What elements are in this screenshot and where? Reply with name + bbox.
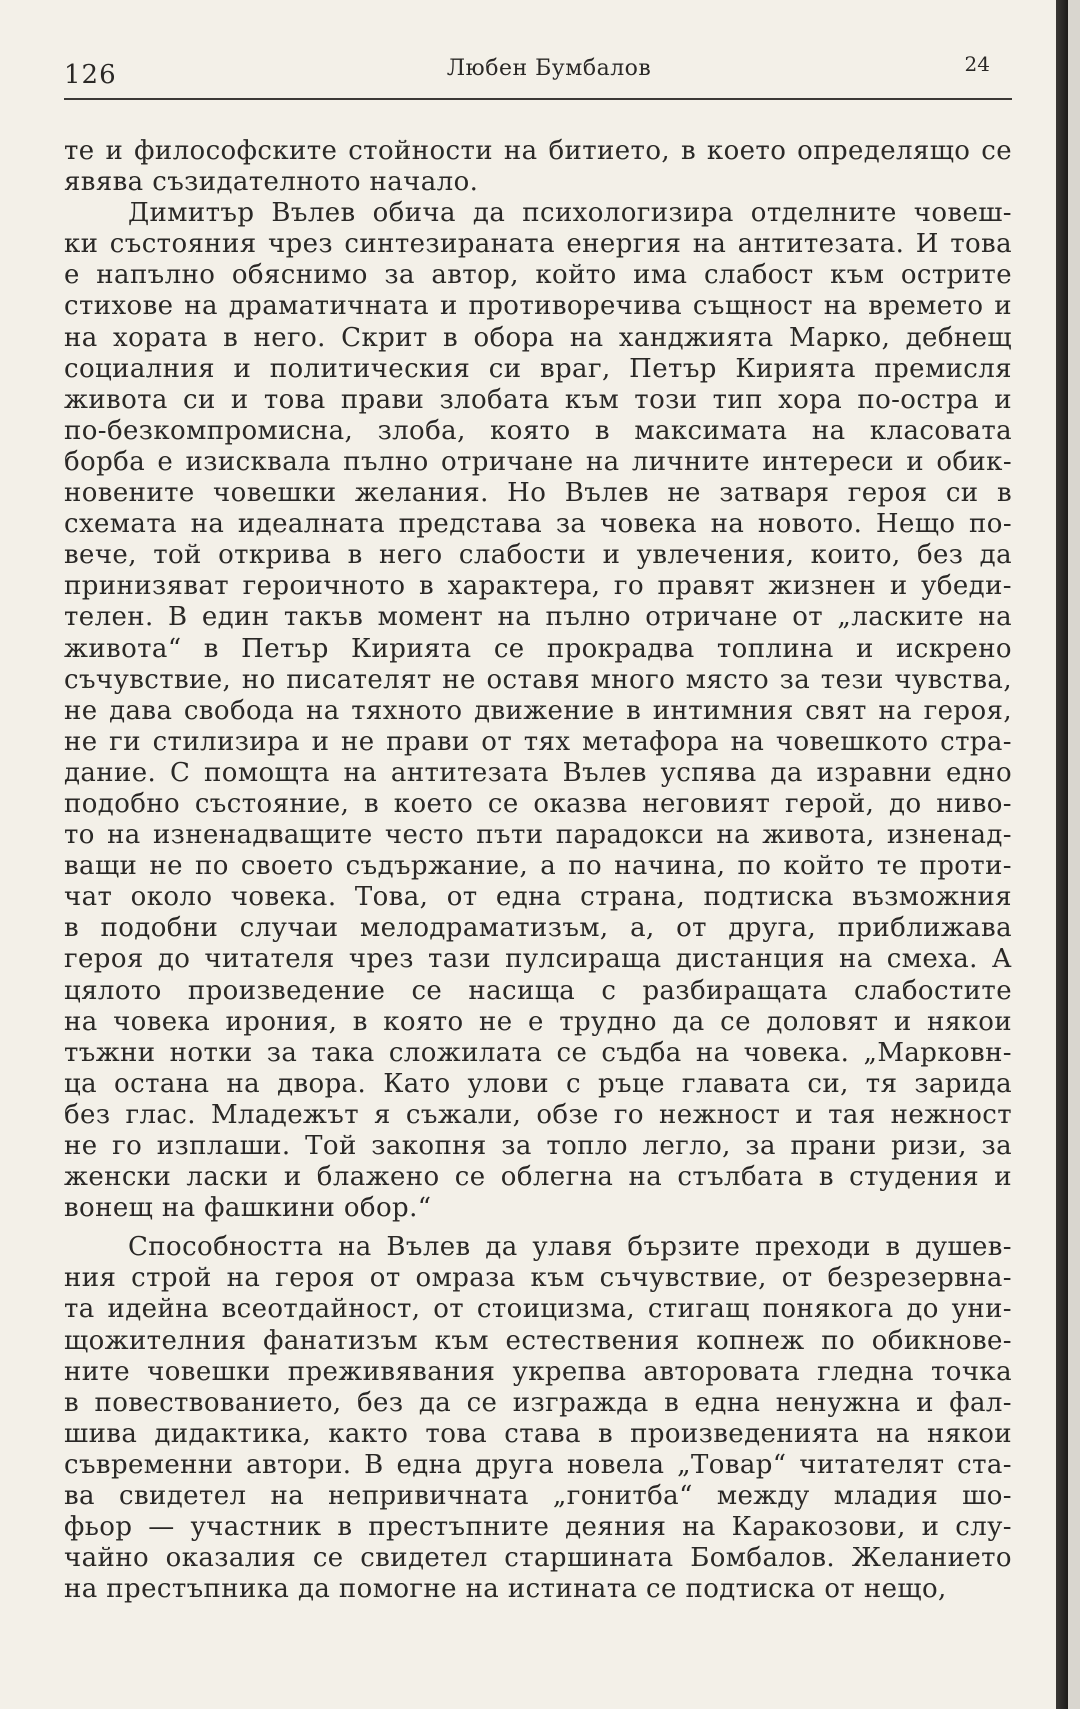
text-line: по-безкомпромисна, злоба, която в максимата на класовата	[64, 415, 1012, 446]
text-line: чайно оказалия се свидетел старшината Бомбалов. Желанието	[64, 1543, 1012, 1574]
text-line: принизяват героичното в характера, го правят жизнен и убеди-	[64, 571, 1012, 602]
marginal-number: 24	[964, 52, 990, 76]
text-line: на хората в него. Скрит в обора на ханджията Марко, дебнещ	[64, 322, 1012, 353]
text-line: ния строй на героя от омраза към съчувствие, от безрезервна-	[64, 1263, 1012, 1294]
paragraph	[64, 198, 1012, 1224]
text-line: женски ласки и блажено се облегна на стълбата в студения и	[64, 1162, 1012, 1193]
text-line: в подобни случаи мелодраматизъм, а, от друга, приближава	[64, 913, 1012, 944]
paragraph	[64, 136, 1012, 198]
text-line: новените човешки желания. Но Вълев не затваря героя си в	[64, 478, 1012, 509]
text-line: Димитър Вълев обича да психологизира отделните човеш-	[128, 198, 1012, 229]
header-rule	[64, 98, 1012, 100]
text-line: ва свидетел на непривичната „гонитба“ между младия шо-	[64, 1481, 1012, 1512]
text-line: ните човешки преживявания укрепва авторовата гледна точка	[64, 1356, 1012, 1387]
text-line: социалния и политическия си враг, Петър Кирията премисля	[64, 353, 1012, 384]
paragraph	[64, 1232, 1012, 1605]
text-line: фьор — участник в престъпните деяния на Каракозови, и слу-	[64, 1512, 1012, 1543]
text-line: телен. В един такъв момент на пълно отричане от „ласките на	[64, 602, 1012, 633]
text-line: тъжни нотки за така сложилата се съдба на човека. „Марковн-	[64, 1037, 1012, 1068]
text-line: явява съзидателното начало.	[64, 167, 479, 198]
text-line: дание. С помощта на антитезата Вълев успява да изравни едно	[64, 757, 1012, 788]
text-line: вонещ на фашкини обор.“	[64, 1193, 432, 1224]
text-line: то на изненадващите често пъти парадокси на живота, изненад-	[64, 820, 1012, 851]
text-line: та идейна всеотдайност, от стоицизма, стигащ понякога до уни-	[64, 1294, 1012, 1325]
text-line: цялото произведение се насища с разбиращата слабостите	[64, 975, 1012, 1006]
text-line: в повествованието, без да се изгражда в една ненужна и фал-	[64, 1387, 1012, 1418]
text-line: на човека ирония, в която не е трудно да се доловят и някои	[64, 1006, 1012, 1037]
text-line: живота“ в Петър Кирията се прокрадва топлина и искрено	[64, 633, 1012, 664]
body-text	[64, 136, 1012, 1605]
text-line: подобно състояние, в което се оказва неговият герой, до ниво-	[64, 788, 1012, 819]
page-header	[64, 52, 1012, 104]
text-line: шива дидактика, както това става в произведенията на някои	[64, 1418, 1012, 1449]
book-spine-edge	[1056, 0, 1068, 1709]
page-number: 126	[64, 60, 117, 90]
text-line: щожителния фанатизъм към естествения копнеж по обикнове-	[64, 1325, 1012, 1356]
text-line: вече, той открива в него слабости и увлечения, които, без да	[64, 540, 1012, 571]
text-line: борба е изисквала пълно отричане на личните интереси и обик-	[64, 446, 1012, 477]
text-line: ца остана на двора. Като улови с ръце главата си, тя зарида	[64, 1068, 1012, 1099]
text-line: ки състояния чрез синтезираната енергия на антитезата. И това	[64, 229, 1012, 260]
text-line: героя до читателя чрез тази пулсираща дистанция на смеха. А	[64, 944, 1012, 975]
text-line: стихове на драматичната и противоречива същност на времето и	[64, 291, 1012, 322]
text-line: на престъпника да помогне на истината се подтиска от нещо,	[64, 1574, 947, 1605]
text-line: не ги стилизира и не прави от тях метафора на човешкото стра-	[64, 726, 1012, 757]
text-line: ващи не по своето съдържание, а по начина, по който те проти-	[64, 851, 1012, 882]
text-line: схемата на идеалната представа за човека на новото. Нещо по-	[64, 509, 1012, 540]
running-title: Любен Бумбалов	[446, 56, 652, 81]
text-line: чат около човека. Това, от една страна, подтиска възможния	[64, 882, 1012, 913]
text-line: не дава свобода на тяхното движение в интимния свят на героя,	[64, 695, 1012, 726]
text-line: е напълно обяснимо за автор, който има слабост към острите	[64, 260, 1012, 291]
text-line: не го изплаши. Той закопня за топло легло, за прани ризи, за	[64, 1131, 1012, 1161]
text-line: без глас. Младежът я съжали, обзе го нежност и тая нежност	[64, 1099, 1012, 1130]
text-line: съчувствие, но писателят не оставя много място за тези чувства,	[64, 664, 1012, 695]
text-line: Способността на Вълев да улавя бързите преходи в душев-	[128, 1232, 1012, 1263]
text-line: те и философските стойности на битието, в което определящо се	[64, 136, 1012, 166]
text-line: живота си и това прави злобата към този тип хора по-остра и	[64, 384, 1012, 415]
text-line: съвременни автори. В една друга новела „Товар“ читателят ста-	[64, 1449, 1012, 1480]
